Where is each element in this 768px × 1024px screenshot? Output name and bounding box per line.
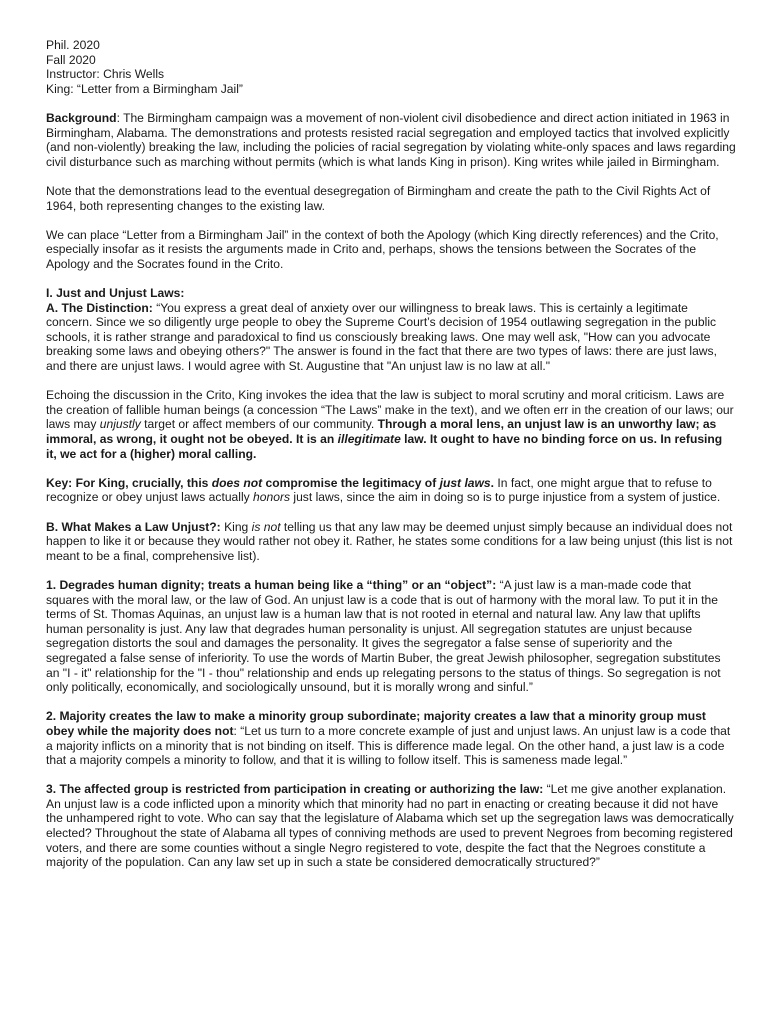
background-paragraph	[46, 111, 736, 169]
key-bold-2: compromise the legitimacy of	[262, 475, 440, 490]
point-3-label: 3. The affected group is restricted from participation in creating or authorizing the law:	[46, 782, 544, 797]
distinction-paragraph	[46, 286, 736, 374]
term: Fall 2020	[46, 52, 96, 67]
echo-unjustly: unjustly	[99, 417, 141, 432]
echo-bold-2: law. It ought to have no binding force on us. In refusing it, we act for a (higher) moral calling.	[46, 432, 723, 461]
point-3-paragraph	[46, 782, 736, 870]
echo-text-1: Echoing the discussion in the Crito, King invokes the idea that the law is subject to moral scrutiny and moral criticism. Laws are the creation of fallible human beings (a concession “The Laws” make in the text), and we often err in the creation of our laws; our laws may	[46, 388, 734, 432]
unjust-criteria-text-2: telling us that any law may be deemed unjust simply because an individual does not happen to like it or because they would rather not obey it. Rather, he states some conditions for a law being unjust (this list is not meant to be a final, comprehensive list).	[46, 519, 733, 563]
background-text: : The Birmingham campaign was a movement of non-violent civil disobedience and direct action initiated in 1963 in Birmingham, Alabama. The demonstrations and protests resisted racial segregation and employed tactics that involved explicitly (and non-violently) breaking the law, including the policies of racial segregation by violating white-only spaces and laws regarding civil disturbance such as marching without permits (which is what lands King in prison). King writes while jailed in Birmingham.	[46, 110, 736, 169]
context-paragraph: We can place “Letter from a Birmingham Jail” in the context of both the Apology (which King directly references) and the Crito, especially insofar as it resists the arguments made in Crito and, perhaps, shows the tensions between the Socrates of the Apology and the Socrates found in the Crito.	[46, 227, 719, 271]
key-does-not: does not	[211, 475, 263, 490]
point-1-paragraph	[46, 578, 736, 695]
echo-bold-1: Through a moral lens, an unjust law is an unworthy law; as immoral, as wrong, it ought not be obeyed. It is an	[46, 417, 717, 447]
section-title-just-unjust: I. Just and Unjust Laws:	[46, 286, 185, 301]
point-1-text: “A just law is a man-made code that squares with the moral law, or the law of God. An unjust law is a code that is out of harmony with the moral law. To put it in the terms of St. Thomas Aquinas, an unjust law is a human law that is not rooted in eternal and natural law. Any law that uplifts human personality is just. Any law that degrades human personality is unjust. All segregation statutes are unjust because segregation distorts the soul and damages the personality. It gives the segregator a false sense of superiority and the segregated a false sense of inferiority. To use the words of Martin Buber, the great Jewish philosopher, segregation substitutes an "I - it" relationship for the "I - thou" relationship and ends up relegating persons to the status of things. So segregation is not only politically, economically, and sociologically unsound, but it is morally wrong and sinful.”	[46, 577, 721, 695]
key-honors: honors	[253, 490, 291, 505]
echo-paragraph	[46, 388, 736, 461]
echo-illegitimate: illegitimate	[337, 432, 401, 447]
reading-topic: King: “Letter from a Birmingham Jail”	[46, 81, 243, 96]
point-2-text: : “Let us turn to a more concrete example of just and unjust laws. An unjust law is a code that a majority inflicts on a minority that is not binding on itself. This is difference made legal. On the other hand, a just law is a code that a majority compels a minority to follow, and that it is willing to follow itself. This is sameness made legal.”	[46, 723, 731, 768]
key-text-1: In fact, one might argue that to refuse to recognize or obey unjust laws actually	[46, 475, 712, 505]
distinction-label: A. The Distinction:	[46, 300, 153, 315]
key-bold-3: .	[490, 475, 495, 490]
point-3-text: “Let me give another explanation. An unjust law is a code inflicted upon a minority which that minority had no part in enacting or creating because it did not have the unhampered right to vote. Who can say that the legislature of Alabama which set up the segregation laws was democratically elected? Throughout the state of Alabama all types of conniving methods are used to prevent Negroes from becoming registered voters, and there are some counties without a single Negro registered to vote, despite the fact that the Negroes constitute a majority of the population. Can any law set up in such a state be considered democratically structured?”	[46, 782, 734, 870]
key-just-laws: just laws	[439, 475, 491, 490]
unjust-criteria-is-not: is not	[251, 519, 281, 534]
key-paragraph	[46, 476, 736, 505]
point-2-paragraph	[46, 709, 736, 767]
distinction-text: “You express a great deal of anxiety over our willingness to break laws. This is certainly a legitimate concern. Since we so diligently urge people to obey the Supreme Court’s decision of 1954 outlawing segregation in the public schools, it is rather strange and paradoxical to find us consciously breaking laws. One may well ask, "How can you advocate breaking some laws and obeying others?" The answer is found in the fact that there are two types of laws: there are just laws, and there are unjust laws. I would agree with St. Augustine that "An unjust law is no law at all."	[46, 300, 717, 374]
course-number: Phil. 2020	[46, 38, 100, 52]
echo-text-2: target or affect members of our community.	[140, 417, 378, 432]
point-1-label: 1. Degrades human dignity; treats a human being like a “thing” or an “object”:	[46, 577, 497, 592]
key-bold-1: Key: For King, crucially, this	[46, 475, 212, 490]
key-text-2: just laws, since the aim in doing so is to purge injustice from a system of justice.	[290, 490, 721, 505]
unjust-criteria-label: B. What Makes a Law Unjust?:	[46, 519, 221, 534]
note-paragraph: Note that the demonstrations lead to the eventual desegregation of Birmingham and create the path to the Civil Rights Act of 1964, both representing changes to the existing law.	[46, 183, 711, 213]
point-2-label: 2. Majority creates the law to make a minority group subordinate; majority creates a law that a minority group must obey while the majority does not	[46, 709, 706, 738]
document-header	[46, 38, 736, 96]
instructor: Instructor: Chris Wells	[46, 67, 165, 82]
background-label: Background	[46, 110, 117, 125]
unjust-criteria-paragraph	[46, 520, 736, 564]
unjust-criteria-text-1: King	[220, 519, 252, 534]
